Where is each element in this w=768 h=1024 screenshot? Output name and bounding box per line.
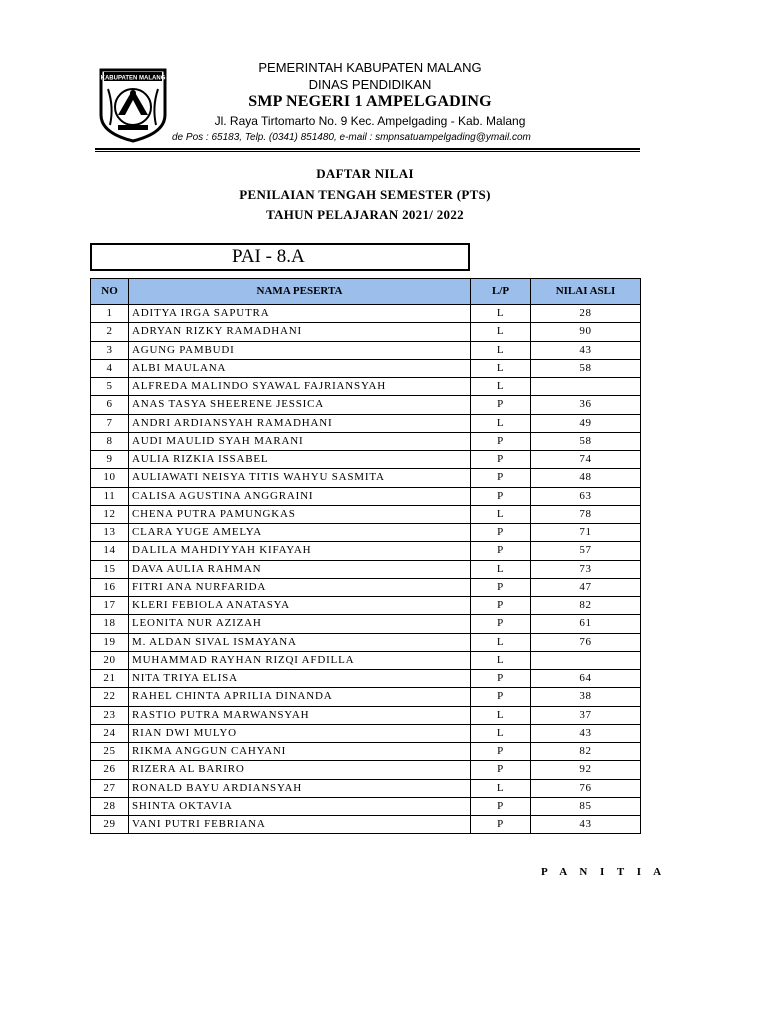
student-gender: P — [471, 597, 531, 615]
student-score: 48 — [531, 469, 641, 487]
row-number: 23 — [91, 706, 129, 724]
student-gender: L — [471, 378, 531, 396]
student-score: 64 — [531, 670, 641, 688]
student-gender: L — [471, 359, 531, 377]
table-row — [91, 688, 641, 706]
student-name: NITA TRIYA ELISA — [129, 670, 471, 688]
row-number: 4 — [91, 359, 129, 377]
row-number: 12 — [91, 505, 129, 523]
logo-lettering: KABUPATEN MALANG — [100, 75, 166, 82]
student-score: 82 — [531, 597, 641, 615]
student-gender: P — [471, 469, 531, 487]
student-score: 43 — [531, 341, 641, 359]
school-name: SMP NEGERI 1 AMPELGADING — [248, 93, 492, 110]
column-header-score: NILAI ASLI — [531, 279, 641, 305]
table-row — [91, 797, 641, 815]
student-name: ADITYA IRGA SAPUTRA — [129, 305, 471, 323]
student-gender: P — [471, 743, 531, 761]
student-name: AULIA RIZKIA ISSABEL — [129, 451, 471, 469]
row-number: 1 — [91, 305, 129, 323]
column-header-no: NO — [91, 279, 129, 305]
student-score: 38 — [531, 688, 641, 706]
row-number: 20 — [91, 651, 129, 669]
table-row — [91, 560, 641, 578]
table-row — [91, 743, 641, 761]
student-score: 90 — [531, 323, 641, 341]
regency-logo — [98, 67, 168, 143]
student-gender: L — [471, 341, 531, 359]
student-gender: L — [471, 706, 531, 724]
student-gender: L — [471, 414, 531, 432]
student-name: RASTIO PUTRA MARWANSYAH — [129, 706, 471, 724]
student-score: 78 — [531, 505, 641, 523]
student-score: 85 — [531, 797, 641, 815]
student-gender: P — [471, 816, 531, 834]
student-gender: P — [471, 578, 531, 596]
row-number: 13 — [91, 524, 129, 542]
table-row — [91, 432, 641, 450]
student-score: 74 — [531, 451, 641, 469]
student-gender: P — [471, 688, 531, 706]
table-row — [91, 761, 641, 779]
student-gender: L — [471, 505, 531, 523]
table-row — [91, 396, 641, 414]
student-name: M. ALDAN SIVAL ISMAYANA — [129, 633, 471, 651]
student-score: 49 — [531, 414, 641, 432]
row-number: 5 — [91, 378, 129, 396]
row-number: 22 — [91, 688, 129, 706]
table-row — [91, 524, 641, 542]
student-gender: L — [471, 323, 531, 341]
student-name: FITRI ANA NURFARIDA — [129, 578, 471, 596]
row-number: 6 — [91, 396, 129, 414]
student-score: 36 — [531, 396, 641, 414]
student-name: RIZERA AL BARIRO — [129, 761, 471, 779]
grades-table — [90, 278, 641, 834]
table-row — [91, 378, 641, 396]
student-gender: L — [471, 305, 531, 323]
row-number: 18 — [91, 615, 129, 633]
row-number: 11 — [91, 487, 129, 505]
school-address: Jl. Raya Tirtomarto No. 9 Kec. Ampelgading - Kab. Malang — [214, 114, 526, 128]
student-name: VANI PUTRI FEBRIANA — [129, 816, 471, 834]
student-gender: P — [471, 542, 531, 560]
student-score: 73 — [531, 560, 641, 578]
row-number: 10 — [91, 469, 129, 487]
row-number: 2 — [91, 323, 129, 341]
table-row — [91, 816, 641, 834]
row-number: 15 — [91, 560, 129, 578]
table-row — [91, 578, 641, 596]
row-number: 26 — [91, 761, 129, 779]
table-row — [91, 542, 641, 560]
student-name: LEONITA NUR AZIZAH — [129, 615, 471, 633]
student-score — [531, 378, 641, 396]
row-number: 19 — [91, 633, 129, 651]
student-gender: P — [471, 761, 531, 779]
student-name: CALISA AGUSTINA ANGGRAINI — [129, 487, 471, 505]
student-gender: L — [471, 560, 531, 578]
row-number: 27 — [91, 779, 129, 797]
student-name: AULIAWATI NEISYA TITIS WAHYU SASMITA — [129, 469, 471, 487]
table-row — [91, 469, 641, 487]
student-score: 43 — [531, 816, 641, 834]
student-score: 82 — [531, 743, 641, 761]
student-score: 76 — [531, 633, 641, 651]
student-gender: P — [471, 396, 531, 414]
table-row — [91, 651, 641, 669]
committee-signature-label: P A N I T I A — [541, 866, 667, 878]
table-row — [91, 724, 641, 742]
student-score: 92 — [531, 761, 641, 779]
student-score: 57 — [531, 542, 641, 560]
row-number: 28 — [91, 797, 129, 815]
table-row — [91, 359, 641, 377]
student-gender: P — [471, 524, 531, 542]
student-name: RONALD BAYU ARDIANSYAH — [129, 779, 471, 797]
student-gender: P — [471, 487, 531, 505]
student-score: 58 — [531, 359, 641, 377]
table-row — [91, 670, 641, 688]
student-score: 63 — [531, 487, 641, 505]
column-header-gender: L/P — [471, 279, 531, 305]
student-name: CHENA PUTRA PAMUNGKAS — [129, 505, 471, 523]
student-name: CLARA YUGE AMELYA — [129, 524, 471, 542]
student-score: 58 — [531, 432, 641, 450]
student-name: AGUNG PAMBUDI — [129, 341, 471, 359]
student-score: 28 — [531, 305, 641, 323]
row-number: 7 — [91, 414, 129, 432]
student-name: ALBI MAULANA — [129, 359, 471, 377]
student-name: KLERI FEBIOLA ANATASYA — [129, 597, 471, 615]
table-row — [91, 597, 641, 615]
header-rule-thick — [95, 148, 640, 150]
row-number: 25 — [91, 743, 129, 761]
table-row — [91, 633, 641, 651]
student-name: RIAN DWI MULYO — [129, 724, 471, 742]
table-row — [91, 487, 641, 505]
department-heading: DINAS PENDIDIKAN — [308, 77, 432, 92]
row-number: 9 — [91, 451, 129, 469]
row-number: 8 — [91, 432, 129, 450]
student-name: MUHAMMAD RAYHAN RIZQI AFDILLA — [129, 651, 471, 669]
student-score: 71 — [531, 524, 641, 542]
assessment-title: PENILAIAN TENGAH SEMESTER (PTS) — [239, 187, 491, 202]
student-gender: L — [471, 633, 531, 651]
student-name: RAHEL CHINTA APRILIA DINANDA — [129, 688, 471, 706]
academic-year: TAHUN PELAJARAN 2021/ 2022 — [266, 207, 464, 222]
row-number: 29 — [91, 816, 129, 834]
table-row — [91, 305, 641, 323]
subject-class-box: PAI - 8.A — [90, 243, 470, 271]
student-gender: L — [471, 724, 531, 742]
table-header-row — [91, 279, 641, 305]
table-row — [91, 323, 641, 341]
student-gender: P — [471, 797, 531, 815]
table-row — [91, 451, 641, 469]
row-number: 3 — [91, 341, 129, 359]
student-name: ANDRI ARDIANSYAH RAMADHANI — [129, 414, 471, 432]
student-gender: P — [471, 615, 531, 633]
student-name: DAVA AULIA RAHMAN — [129, 560, 471, 578]
table-row — [91, 414, 641, 432]
table-row — [91, 505, 641, 523]
column-header-name: NAMA PESERTA — [129, 279, 471, 305]
student-name: ALFREDA MALINDO SYAWAL FAJRIANSYAH — [129, 378, 471, 396]
student-name: SHINTA OKTAVIA — [129, 797, 471, 815]
row-number: 24 — [91, 724, 129, 742]
government-heading: PEMERINTAH KABUPATEN MALANG — [258, 60, 482, 75]
table-row — [91, 341, 641, 359]
student-name: RIKMA ANGGUN CAHYANI — [129, 743, 471, 761]
student-name: DALILA MAHDIYYAH KIFAYAH — [129, 542, 471, 560]
student-gender: P — [471, 670, 531, 688]
row-number: 17 — [91, 597, 129, 615]
student-name: ANAS TASYA SHEERENE JESSICA — [129, 396, 471, 414]
student-score: 37 — [531, 706, 641, 724]
student-gender: L — [471, 779, 531, 797]
table-row — [91, 779, 641, 797]
row-number: 14 — [91, 542, 129, 560]
student-name: AUDI MAULID SYAH MARANI — [129, 432, 471, 450]
school-contact: de Pos : 65183, Telp. (0341) 851480, e-mail : smpnsatuampelgading@ymail.com — [172, 132, 531, 143]
student-gender: L — [471, 651, 531, 669]
document-title: DAFTAR NILAI — [316, 166, 414, 181]
student-gender: P — [471, 432, 531, 450]
row-number: 21 — [91, 670, 129, 688]
row-number: 16 — [91, 578, 129, 596]
student-score: 61 — [531, 615, 641, 633]
student-score: 76 — [531, 779, 641, 797]
student-score: 43 — [531, 724, 641, 742]
table-row — [91, 706, 641, 724]
student-gender: P — [471, 451, 531, 469]
table-row — [91, 615, 641, 633]
student-name: ADRYAN RIZKY RAMADHANI — [129, 323, 471, 341]
header-rule-thin — [95, 151, 640, 152]
student-score: 47 — [531, 578, 641, 596]
student-score — [531, 651, 641, 669]
